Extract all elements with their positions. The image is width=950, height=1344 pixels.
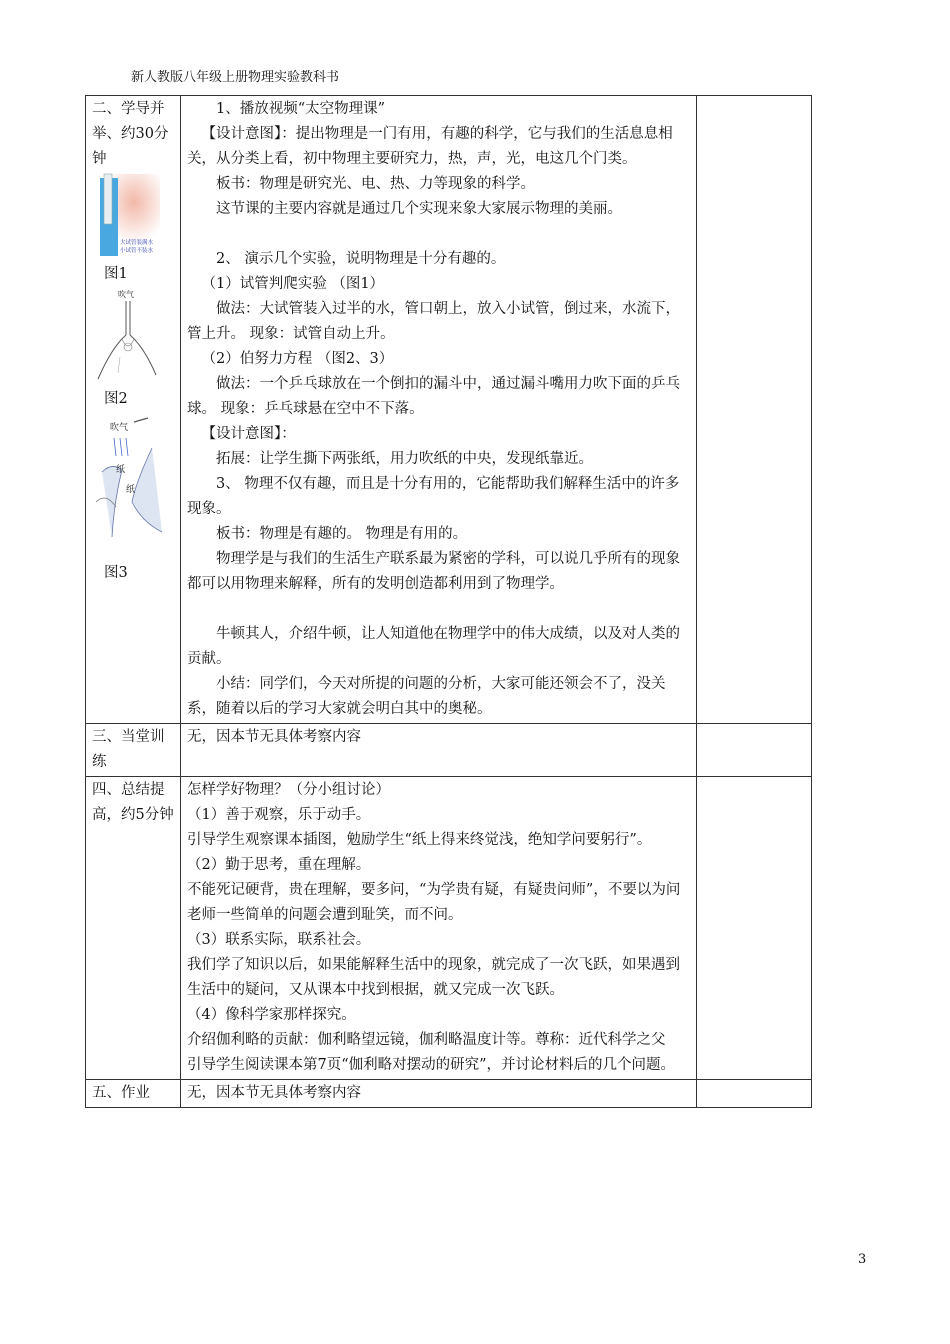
content-cell xyxy=(181,724,697,777)
paragraph: 3、 物理不仅有趣，而且是十分有用的，它能帮助我们解释生活中的许多现象。 xyxy=(187,476,680,517)
figure-1-label: 图1 xyxy=(104,266,128,282)
table-row xyxy=(86,96,812,724)
paragraph: （1）试管判爬实验 （图1） xyxy=(201,276,385,292)
lesson-plan-table xyxy=(85,95,812,1108)
notes-cell xyxy=(697,1080,812,1108)
paragraph: 物理学是与我们的生活生产联系最为紧密的学科，可以说几乎所有的现象都可以用物理来解释，所有的发明创造都利用到了物理学。 xyxy=(187,551,680,592)
paragraph: （4）像科学家那样探究。 xyxy=(187,1007,356,1023)
notes-cell xyxy=(697,777,812,1080)
paragraph: 引导学生阅读课本第7页“伽利略对摆动的研究”，并讨论材料后的几个问题。 xyxy=(187,1057,676,1073)
paragraph: （2）伯努力方程 （图2、3） xyxy=(201,351,394,367)
paragraph: （2）勤于思考，重在理解。 xyxy=(187,857,371,873)
stage-label: 二、学导并举、约30分钟 xyxy=(92,101,169,167)
paragraph: 1、播放视频“太空物理课” xyxy=(216,101,386,117)
stage-label: 五、作业 xyxy=(92,1085,150,1101)
fig3-paper-label-2: 纸 xyxy=(126,485,136,495)
fig3-blow-text: 吹气 xyxy=(110,423,129,433)
document-header: 新人教版八年级上册物理实验教科书 xyxy=(131,70,340,85)
paragraph: 牛顿其人，介绍牛顿，让人知道他在物理学中的伟大成绩，以及对人类的贡献。 xyxy=(187,626,680,667)
stage-cell xyxy=(86,777,181,1080)
stage-label: 三、当堂训练 xyxy=(92,729,165,770)
paragraph: 怎样学好物理？（分小组讨论） xyxy=(187,782,390,798)
test-tube-figure xyxy=(92,172,162,262)
table-row xyxy=(86,724,812,777)
stage-cell xyxy=(86,96,181,724)
blank-line xyxy=(187,597,690,622)
paragraph: 我们学了知识以后，如果能解释生活中的现象，就完成了一次飞跃，如果遇到生活中的疑问，又从课本中找到根据，就又完成一次飞跃。 xyxy=(187,957,680,998)
paragraph: 做法：一个乒乓球放在一个倒扣的漏斗中，通过漏斗嘴用力吹下面的乒乓球。 现象：乒乓球悬在空中不下落。 xyxy=(187,376,680,417)
paragraph: 拓展：让学生撕下两张纸，用力吹纸的中央，发现纸靠近。 xyxy=(216,451,593,467)
paragraph: 小结：同学们，今天对所提的问题的分析，大家可能还领会不了，没关系，随着以后的学习大家就会明白其中的奥秘。 xyxy=(187,676,666,717)
fig3-paper-label-1: 纸 xyxy=(116,465,126,475)
funnel-figure xyxy=(92,287,162,387)
paragraph: （1）善于观察，乐于动手。 xyxy=(187,807,371,823)
paragraph: 板书：物理是研究光、电、热、力等现象的科学。 xyxy=(216,176,535,192)
paragraph: 无，因本节无具体考察内容 xyxy=(187,729,361,745)
figure-3-label: 图3 xyxy=(104,565,128,581)
paragraph: 引导学生观察课本插图，勉励学生“纸上得来终觉浅，绝知学问要躬行”。 xyxy=(187,832,652,848)
paragraph: 板书：物理是有趣的。 物理是有用的。 xyxy=(216,526,468,542)
fig1-caption-2: 小试管不装水 xyxy=(120,248,154,254)
blank-line xyxy=(187,222,690,247)
paragraph: 介绍伽利略的贡献：伽利略望远镜，伽利略温度计等。尊称：近代科学之父 xyxy=(187,1032,666,1048)
paragraph: 【设计意图】： xyxy=(201,426,296,442)
paragraph: 【设计意图】：提出物理是一门有用，有趣的科学，它与我们的生活息息相关，从分类上看，初中物理主要研究力，热，声，光，电这几个门类。 xyxy=(187,126,673,167)
paragraph: 不能死记硬背，贵在理解，要多问，“为学贵有疑，有疑贵问师”，不要以为问老师一些简单的问题会遭到耻笑，而不问。 xyxy=(187,882,681,923)
table-row xyxy=(86,1080,812,1108)
stage-cell xyxy=(86,724,181,777)
notes-cell xyxy=(697,724,812,777)
paragraph: （3）联系实际，联系社会。 xyxy=(187,932,371,948)
paragraph: 这节课的主要内容就是通过几个实现来象大家展示物理的美丽。 xyxy=(216,201,622,217)
content-cell xyxy=(181,1080,697,1108)
table-row xyxy=(86,777,812,1080)
content-cell xyxy=(181,96,697,724)
page-number: 3 xyxy=(858,1252,867,1267)
fig2-blow-text: 吹气 xyxy=(118,290,134,299)
paragraph: 无，因本节无具体考察内容 xyxy=(187,1085,361,1101)
figure-2-label: 图2 xyxy=(104,391,128,407)
fig1-caption-1: 大试管装满水 xyxy=(120,240,154,246)
stage-label: 四、总结提高，约5分钟 xyxy=(92,782,174,823)
content-cell xyxy=(181,777,697,1080)
paragraph: 做法：大试管装入过半的水，管口朝上，放入小试管，倒过来，水流下，管上升。 现象：试管自动上升。 xyxy=(187,301,680,342)
notes-cell xyxy=(697,96,812,724)
paper-blow-figure xyxy=(92,412,167,547)
paragraph: 2、 演示几个实验，说明物理是十分有趣的。 xyxy=(216,251,506,267)
stage-cell xyxy=(86,1080,181,1108)
